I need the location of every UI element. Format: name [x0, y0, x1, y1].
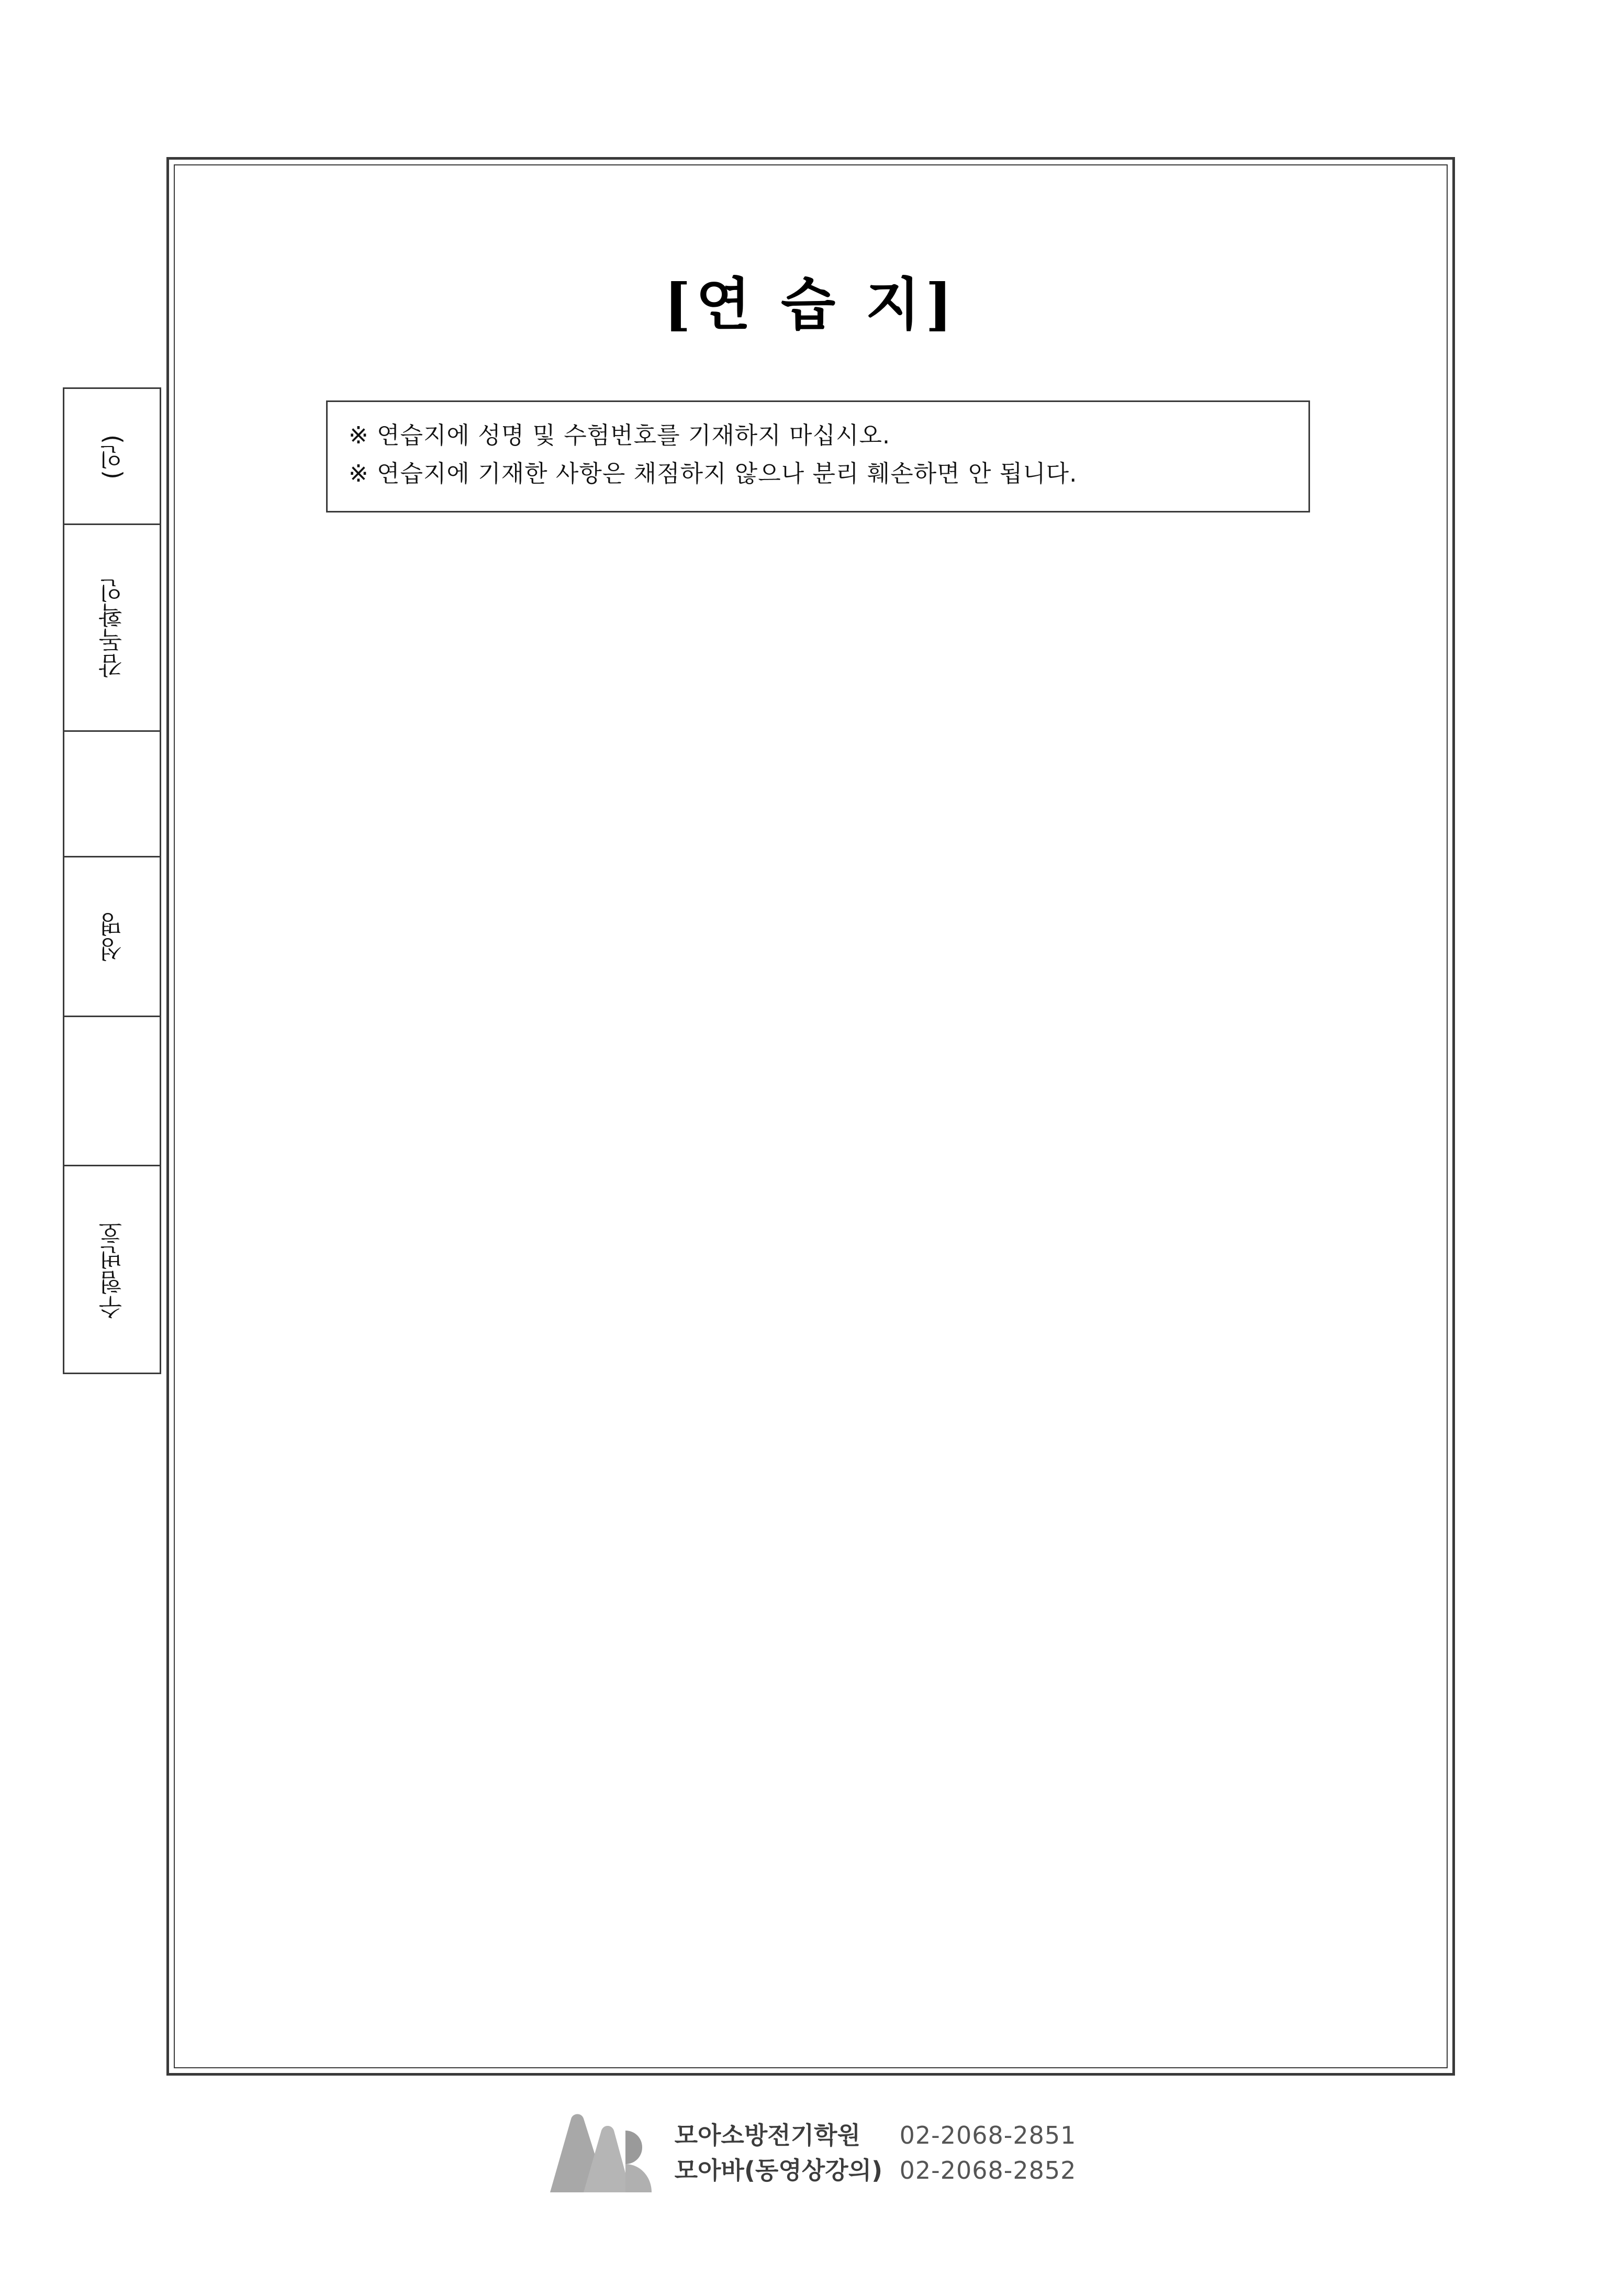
academy-logo-icon [547, 2110, 657, 2196]
side-label-strip [63, 387, 161, 1374]
footer-academy-name-1: 모아소방전기학원 [674, 2121, 861, 2149]
side-cell-seal [64, 389, 160, 525]
footer-row-1 [675, 2118, 1077, 2153]
footer [0, 2110, 1623, 2196]
page-title: [연 습 지] [664, 272, 958, 338]
side-cell-exam-number [64, 1166, 160, 1373]
exam-number-label: 수험번호 [98, 1219, 126, 1320]
footer-row-2 [675, 2153, 1077, 2188]
side-cell-supervisor-blank [64, 732, 160, 857]
notice-box [326, 400, 1310, 512]
supervisor-confirmation-label: 감독확인 [98, 577, 126, 678]
examinee-name-label: 성명 [98, 911, 126, 962]
footer-phone-2: 02-2068-2852 [899, 2156, 1077, 2184]
side-cell-examinee-name [64, 857, 160, 1017]
footer-phone-1: 02-2068-2851 [899, 2121, 1077, 2149]
footer-contact-block [675, 2118, 1077, 2188]
answer-sheet-page [166, 157, 1455, 2076]
side-cell-supervisor-confirmation [64, 525, 160, 732]
notice-line-1: ※ 연습지에 성명 및 수험번호를 기재하지 마십시오. [349, 421, 891, 449]
notice-line-2: ※ 연습지에 기재한 사항은 채점하지 않으나 분리 훼손하면 안 됩니다. [349, 459, 1078, 487]
footer-academy-name-2: 모아바(동영상강의) [674, 2156, 883, 2184]
side-cell-name-blank [64, 1017, 160, 1166]
seal-label: (인) [98, 433, 126, 480]
